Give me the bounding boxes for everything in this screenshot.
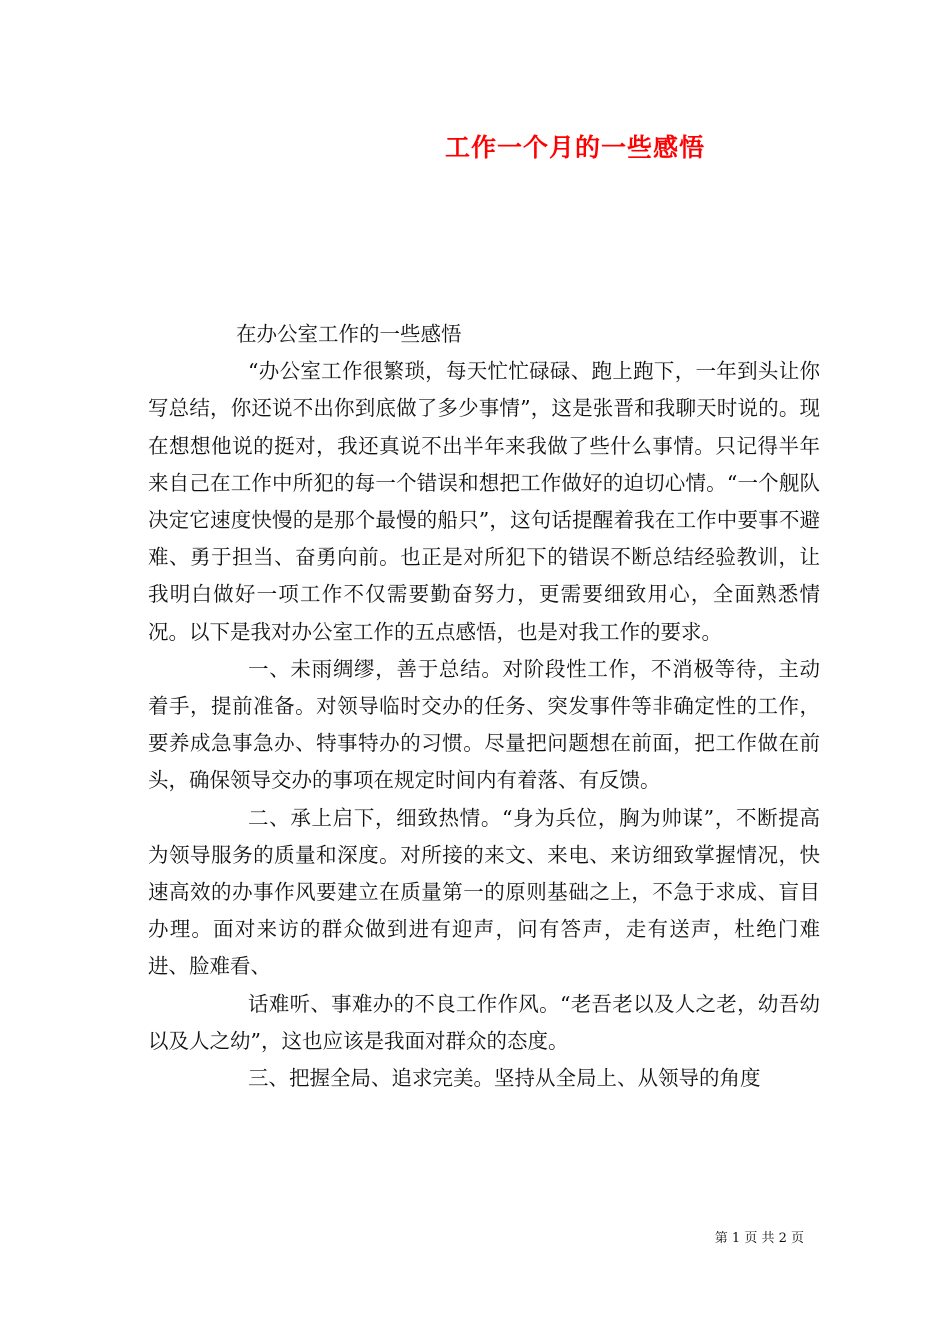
paragraph: “办公室工作很繁琐，每天忙忙碌碌、跑上跑下，一年到头让你写总结，你还说不出你到底做了多少事情”，这是张晋和我聊天时说的。现在想想他说的挺对，我还真说不出半年来我做了些什么事情。只记得半年来自己在工作中所犯的每一个错误和想把工作做好的迫切心情。“一个舰队决定它速度快慢的是那个最慢的船只”，这句话提醒着我在工作中要事不避难、勇于担当、奋勇向前。也正是对所犯下的错误不断总结经验教训，让我明白做好一项工作不仅需要勤奋努力，更需要细致用心，全面熟悉情况。以下是我对办公室工作的五点感悟，也是对我工作的要求。 [148, 359, 820, 644]
paragraph: 话难听、事难办的不良工作作风。“老吾老以及人之老，幼吾幼以及人之幼”，这也应该是我面对群众的态度。 [148, 991, 820, 1053]
document-body [148, 316, 820, 1097]
paragraph: 一、未雨绸缪，善于总结。对阶段性工作，不消极等待，主动着手，提前准备。对领导临时交办的任务、突发事件等非确定性的工作，要养成急事急办、特事特办的习惯。尽量把问题想在前面，把工作做在前头，确保领导交办的事项在规定时间内有着落、有反馈。 [148, 656, 820, 793]
document-subtitle: 在办公室工作的一些感悟 [236, 322, 462, 346]
page-title: 工作一个月的一些感悟 [444, 133, 705, 162]
paragraph: 三、把握全局、追求完美。坚持从全局上、从领导的角度 [248, 1066, 761, 1091]
page-number-footer: 第 1 页 共 2 页 [714, 1231, 804, 1246]
paragraph: 二、承上启下，细致热情。“身为兵位，胸为帅谋”，不断提高为领导服务的质量和深度。对所接的来文、来电、来访细致掌握情况，快速高效的办事作风要建立在质量第一的原则基础之上，不急于求成、盲目办理。面对来访的群众做到进有迎声，问有答声，走有送声，杜绝门难进、脸难看、 [148, 805, 820, 979]
